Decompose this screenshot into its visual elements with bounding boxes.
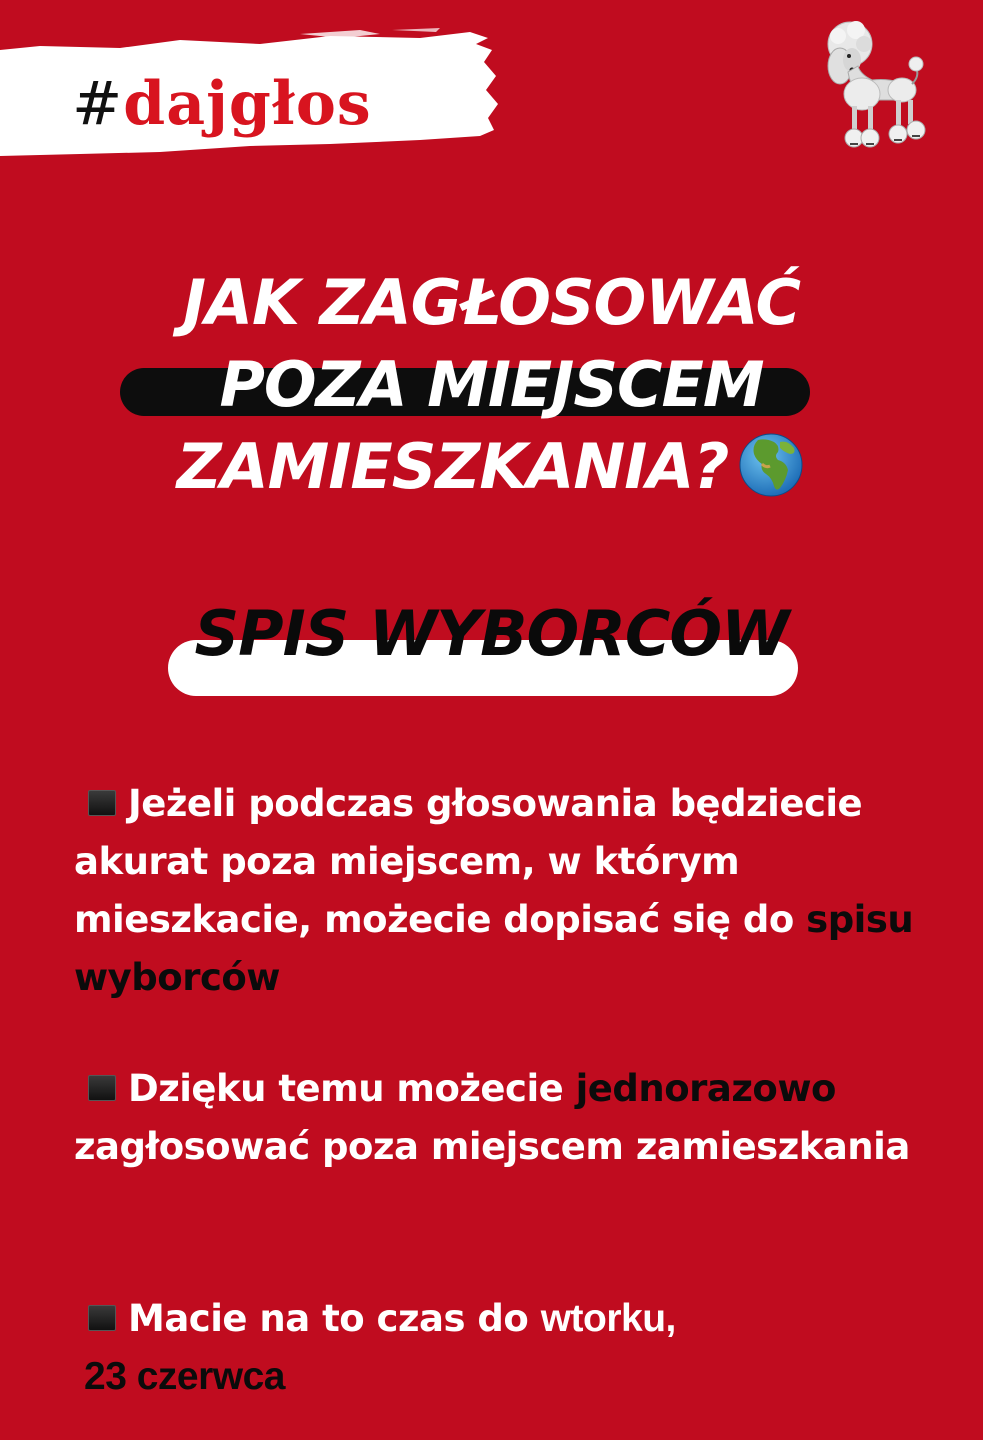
- paragraph-1-highlight: spisu wyborców: [74, 898, 914, 999]
- black-medium-square-icon: [88, 790, 116, 816]
- hashtag-label: [72, 64, 372, 144]
- paragraph-2-text: Dzięku temu możecie: [128, 1067, 564, 1110]
- paragraph-2-highlight: jednorazowo: [575, 1067, 836, 1110]
- headline-line-2: POZA MIEJSCEM: [219, 348, 764, 421]
- globe-europe-africa-icon: [736, 430, 806, 500]
- headline: [0, 262, 983, 508]
- paragraph-3-text: Macie na to czas do: [128, 1297, 529, 1340]
- section-title: SPIS WYBORCÓW: [194, 597, 789, 670]
- headline-line-1: JAK ZAGŁOSOWAĆ: [182, 266, 801, 339]
- black-medium-square-icon: [88, 1305, 116, 1331]
- paragraph-3-day: wtorku,: [540, 1297, 676, 1340]
- paragraph-1: [74, 775, 934, 1007]
- black-medium-square-icon: [88, 1075, 116, 1101]
- paragraph-2: [74, 1060, 934, 1176]
- hash-symbol: #: [72, 69, 124, 139]
- paragraph-1-text: Jeżeli podczas głosowania będziecie akurat poza miejscem, w którym mieszkacie, możecie dopisać się do: [74, 782, 863, 941]
- headline-line-3-wrap: [0, 426, 983, 508]
- headline-line-3: ZAMIESZKANIA?: [176, 430, 729, 503]
- hashtag-word: dajgłos: [123, 69, 372, 139]
- paragraph-3: [74, 1290, 934, 1406]
- paragraph-2-text-end: zagłosować poza miejscem zamieszkania: [74, 1125, 910, 1168]
- poodle-icon: [812, 14, 934, 154]
- paragraph-3-date: 23 czerwca: [84, 1355, 285, 1398]
